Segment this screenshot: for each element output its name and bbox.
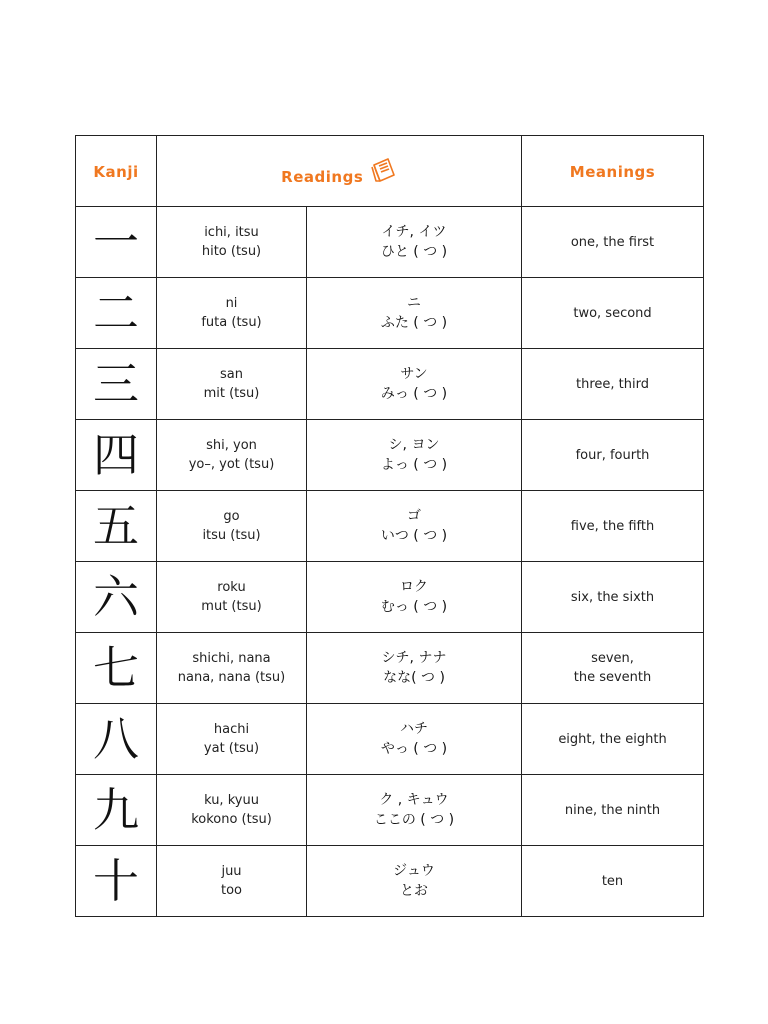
kana-reading-line: シチ, ナナ: [381, 650, 447, 666]
romaji-reading-line: go: [223, 509, 240, 524]
kanji-cell: [76, 704, 157, 775]
kanji-character: 九: [93, 783, 139, 837]
table-row: [76, 420, 704, 491]
kanji-character: 十: [93, 854, 139, 908]
kana-reading-cell: [307, 562, 522, 633]
kanji-cell: [76, 846, 157, 917]
romaji-reading-cell: [157, 491, 307, 562]
romaji-reading-line: hachi: [213, 722, 250, 737]
kana-reading-line: ふた ( つ ): [380, 315, 448, 331]
kana-reading-line: とお: [400, 883, 428, 899]
kanji-character: 四: [93, 428, 139, 482]
kana-reading-line: ハチ: [400, 721, 428, 737]
meaning-line: two, second: [573, 305, 652, 321]
kanji-numbers-table: [75, 135, 704, 917]
table-row: [76, 704, 704, 775]
meaning-cell: [522, 278, 704, 349]
kanji-cell: [76, 420, 157, 491]
kana-reading-line: みっ ( つ ): [380, 386, 448, 402]
kana-reading-cell: [307, 278, 522, 349]
table-row: [76, 633, 704, 704]
kana-reading-cell: [307, 491, 522, 562]
kana-reading-line: なな( つ ): [383, 670, 445, 686]
romaji-reading-line: yo–, yot (tsu): [188, 457, 275, 472]
meaning-line: six, the sixth: [570, 589, 655, 605]
romaji-reading-line: san: [220, 367, 243, 382]
kanji-cell: [76, 491, 157, 562]
kanji-character: 三: [93, 357, 139, 411]
meaning-line: the seventh: [573, 670, 652, 685]
kanji-character: 二: [93, 286, 139, 340]
table-row: [76, 562, 704, 633]
table-row: [76, 775, 704, 846]
kanji-character: 六: [93, 570, 139, 624]
kana-reading-line: よっ ( つ ): [380, 457, 448, 473]
kanji-column-header: [76, 136, 157, 207]
kana-reading-line: いつ ( つ ): [380, 528, 448, 544]
kanji-cell: [76, 775, 157, 846]
meaning-cell: [522, 491, 704, 562]
kanji-character: 七: [93, 641, 139, 695]
kana-reading-cell: [307, 704, 522, 775]
romaji-reading-line: roku: [217, 580, 246, 595]
table-row: [76, 278, 704, 349]
kana-reading-cell: [307, 207, 522, 278]
meaning-cell: [522, 633, 704, 704]
romaji-reading-cell: [157, 207, 307, 278]
table-row: [76, 846, 704, 917]
kana-reading-line: シ, ヨン: [388, 437, 440, 453]
romaji-reading-cell: [157, 420, 307, 491]
header-row: [76, 136, 704, 207]
kana-reading-cell: [307, 775, 522, 846]
table-body: [76, 207, 704, 917]
kana-reading-cell: [307, 846, 522, 917]
kana-reading-line: ゴ: [407, 508, 421, 524]
romaji-reading-line: ku, kyuu: [204, 793, 259, 808]
kanji-cell: [76, 207, 157, 278]
kanji-character: 一: [93, 215, 139, 269]
meaning-line: three, third: [576, 376, 649, 392]
romaji-reading-cell: [157, 846, 307, 917]
meaning-line: nine, the ninth: [564, 802, 661, 818]
romaji-reading-line: shichi, nana: [192, 651, 271, 666]
romaji-reading-line: kokono (tsu): [191, 812, 272, 827]
kana-reading-cell: [307, 420, 522, 491]
meaning-line: five, the fifth: [570, 518, 655, 534]
kana-reading-line: ひと ( つ ): [380, 244, 448, 260]
kanji-cell: [76, 633, 157, 704]
kana-reading-line: ジュウ: [393, 863, 435, 879]
romaji-reading-line: mut (tsu): [201, 599, 262, 614]
kana-reading-line: むっ ( つ ): [380, 599, 448, 615]
kanji-cell: [76, 562, 157, 633]
meanings-header-label: Meanings: [569, 162, 656, 181]
meaning-cell: [522, 704, 704, 775]
romaji-reading-line: futa (tsu): [201, 315, 262, 330]
meaning-cell: [522, 775, 704, 846]
meaning-line: one, the first: [570, 234, 655, 250]
romaji-reading-cell: [157, 349, 307, 420]
kana-reading-cell: [307, 633, 522, 704]
book-icon: [371, 156, 397, 186]
romaji-reading-line: ichi, itsu: [204, 225, 259, 240]
meaning-cell: [522, 420, 704, 491]
romaji-reading-line: juu: [221, 864, 242, 879]
kana-reading-line: ク , キュウ: [379, 792, 449, 808]
meaning-cell: [522, 562, 704, 633]
romaji-reading-cell: [157, 278, 307, 349]
kana-reading-line: ロク: [400, 579, 428, 595]
romaji-reading-line: too: [220, 883, 242, 898]
kanji-cell: [76, 278, 157, 349]
kanji-character: 五: [93, 499, 139, 553]
readings-column-header: [157, 136, 522, 207]
kana-reading-line: サン: [400, 366, 428, 382]
romaji-reading-line: nana, nana (tsu): [177, 670, 286, 685]
kana-reading-cell: [307, 349, 522, 420]
meaning-line: seven,: [591, 651, 634, 666]
romaji-reading-cell: [157, 633, 307, 704]
table-row: [76, 349, 704, 420]
romaji-reading-cell: [157, 562, 307, 633]
meaning-line: ten: [601, 873, 624, 889]
table-row: [76, 491, 704, 562]
meaning-cell: [522, 349, 704, 420]
romaji-reading-cell: [157, 704, 307, 775]
romaji-reading-line: shi, yon: [206, 438, 257, 453]
romaji-reading-line: yat (tsu): [203, 741, 260, 756]
kanji-character: 八: [93, 712, 139, 766]
romaji-reading-line: hito (tsu): [201, 244, 262, 259]
meaning-cell: [522, 207, 704, 278]
meanings-column-header: [522, 136, 704, 207]
kana-reading-line: イチ, イツ: [381, 224, 447, 240]
kana-reading-line: ここの ( つ ): [373, 812, 455, 828]
romaji-reading-cell: [157, 775, 307, 846]
table-row: [76, 207, 704, 278]
kanji-header-label: Kanji: [93, 162, 139, 181]
romaji-reading-line: ni: [225, 296, 238, 311]
meaning-line: eight, the eighth: [558, 731, 667, 747]
romaji-reading-line: itsu (tsu): [202, 528, 261, 543]
kanji-cell: [76, 349, 157, 420]
readings-header-label: Readings: [281, 168, 364, 186]
meaning-cell: [522, 846, 704, 917]
romaji-reading-line: mit (tsu): [203, 386, 260, 401]
kana-reading-line: やっ ( つ ): [380, 741, 448, 757]
kana-reading-line: ニ: [407, 295, 421, 311]
meaning-line: four, fourth: [575, 447, 650, 463]
